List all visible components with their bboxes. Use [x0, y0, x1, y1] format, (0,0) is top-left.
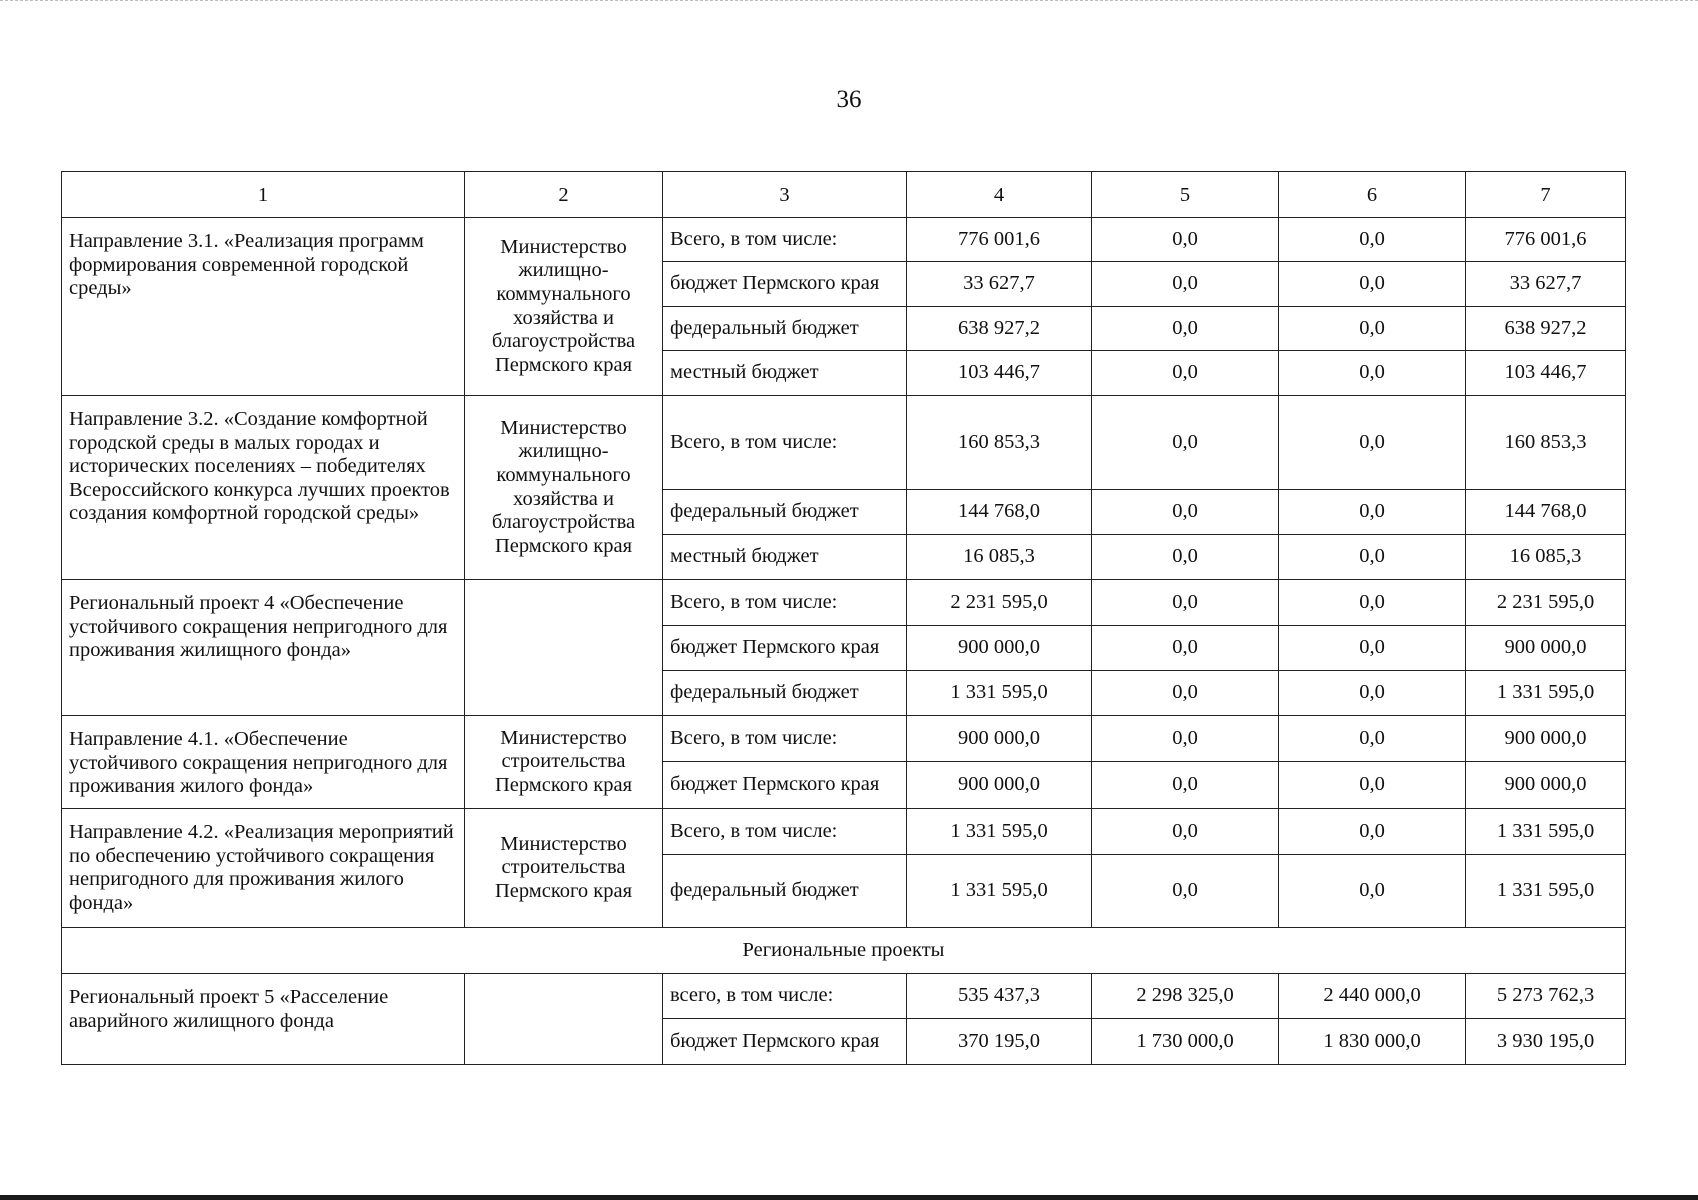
value-cell-col7: 16 085,3 [1466, 535, 1626, 580]
value-cell-col7: 1 331 595,0 [1466, 809, 1626, 855]
column-number-row [62, 172, 1626, 218]
value-cell-col4: 2 231 595,0 [907, 580, 1092, 626]
value-cell-col7: 776 001,6 [1466, 218, 1626, 262]
value-cell-col7: 900 000,0 [1466, 626, 1626, 671]
value-cell-col7: 900 000,0 [1466, 716, 1626, 762]
value-cell-col7: 144 768,0 [1466, 490, 1626, 535]
value-cell-col7: 1 331 595,0 [1466, 671, 1626, 716]
value-cell-col5: 0,0 [1092, 307, 1279, 351]
value-cell-col5: 0,0 [1092, 855, 1279, 928]
value-cell-col6: 0,0 [1279, 580, 1466, 626]
budget-table [61, 171, 1626, 1065]
funding-source-cell: федеральный бюджет [663, 490, 907, 535]
value-cell-col5: 0,0 [1092, 580, 1279, 626]
value-cell-col5: 0,0 [1092, 535, 1279, 580]
funding-source-cell: федеральный бюджет [663, 855, 907, 928]
funding-source-cell: федеральный бюджет [663, 671, 907, 716]
value-cell-col4: 370 195,0 [907, 1019, 1092, 1065]
executor-cell [465, 974, 663, 1065]
program-name-cell: Направление 4.2. «Реализация мероприятий по обеспечению устойчивого сокращения непригодного для проживания жилого фонда» [62, 809, 465, 928]
value-cell-col6: 0,0 [1279, 262, 1466, 307]
value-cell-col4: 535 437,3 [907, 974, 1092, 1019]
value-cell-col6: 0,0 [1279, 716, 1466, 762]
funding-source-cell: местный бюджет [663, 535, 907, 580]
value-cell-col4: 1 331 595,0 [907, 855, 1092, 928]
value-cell-col5: 0,0 [1092, 809, 1279, 855]
section-heading-row [62, 928, 1626, 974]
value-cell-col4: 776 001,6 [907, 218, 1092, 262]
value-cell-col5: 0,0 [1092, 396, 1279, 490]
value-cell-col4: 1 331 595,0 [907, 671, 1092, 716]
executor-cell [465, 580, 663, 716]
column-header-2: 2 [465, 172, 663, 218]
value-cell-col7: 103 446,7 [1466, 351, 1626, 396]
value-cell-col6: 0,0 [1279, 307, 1466, 351]
funding-source-cell: бюджет Пермского края [663, 626, 907, 671]
program-name-cell: Направление 4.1. «Обеспечение устойчивого сокращения непригодного для проживания жилого фонда» [62, 716, 465, 809]
value-cell-col5: 2 298 325,0 [1092, 974, 1279, 1019]
page-top-edge [0, 0, 1698, 1]
value-cell-col7: 1 331 595,0 [1466, 855, 1626, 928]
value-cell-col7: 33 627,7 [1466, 262, 1626, 307]
value-cell-col5: 0,0 [1092, 716, 1279, 762]
value-cell-col5: 0,0 [1092, 490, 1279, 535]
value-cell-col4: 900 000,0 [907, 716, 1092, 762]
executor-cell: Министерство жилищно-коммунального хозяйства и благоустройства Пермского края [465, 396, 663, 580]
value-cell-col5: 0,0 [1092, 762, 1279, 809]
value-cell-col7: 3 930 195,0 [1466, 1019, 1626, 1065]
table-row [62, 396, 1626, 490]
value-cell-col6: 0,0 [1279, 809, 1466, 855]
value-cell-col7: 160 853,3 [1466, 396, 1626, 490]
value-cell-col5: 1 730 000,0 [1092, 1019, 1279, 1065]
funding-source-cell: Всего, в том числе: [663, 716, 907, 762]
value-cell-col5: 0,0 [1092, 626, 1279, 671]
value-cell-col7: 2 231 595,0 [1466, 580, 1626, 626]
column-header-1: 1 [62, 172, 465, 218]
value-cell-col6: 0,0 [1279, 218, 1466, 262]
executor-cell: Министерство строительства Пермского края [465, 809, 663, 928]
section-heading: Региональные проекты [62, 928, 1626, 974]
value-cell-col4: 16 085,3 [907, 535, 1092, 580]
page-number: 36 [836, 86, 862, 113]
column-header-5: 5 [1092, 172, 1279, 218]
funding-source-cell: Всего, в том числе: [663, 218, 907, 262]
table-row [62, 809, 1626, 855]
funding-source-cell: бюджет Пермского края [663, 1019, 907, 1065]
value-cell-col6: 0,0 [1279, 490, 1466, 535]
value-cell-col6: 0,0 [1279, 855, 1466, 928]
executor-cell: Министерство строительства Пермского края [465, 716, 663, 809]
value-cell-col6: 2 440 000,0 [1279, 974, 1466, 1019]
funding-source-cell: всего, в том числе: [663, 974, 907, 1019]
value-cell-col4: 900 000,0 [907, 762, 1092, 809]
column-header-6: 6 [1279, 172, 1466, 218]
value-cell-col7: 5 273 762,3 [1466, 974, 1626, 1019]
funding-source-cell: федеральный бюджет [663, 307, 907, 351]
value-cell-col6: 0,0 [1279, 671, 1466, 716]
value-cell-col6: 0,0 [1279, 626, 1466, 671]
program-name-cell: Региональный проект 4 «Обеспечение устойчивого сокращения непригодного для проживания жилищного фонда» [62, 580, 465, 716]
value-cell-col4: 144 768,0 [907, 490, 1092, 535]
value-cell-col6: 0,0 [1279, 535, 1466, 580]
funding-source-cell: бюджет Пермского края [663, 762, 907, 809]
program-name-cell: Направление 3.1. «Реализация программ формирования современной городской среды» [62, 218, 465, 396]
table-row [62, 716, 1626, 762]
value-cell-col4: 103 446,7 [907, 351, 1092, 396]
value-cell-col6: 0,0 [1279, 396, 1466, 490]
value-cell-col4: 638 927,2 [907, 307, 1092, 351]
column-header-7: 7 [1466, 172, 1626, 218]
column-header-4: 4 [907, 172, 1092, 218]
value-cell-col6: 1 830 000,0 [1279, 1019, 1466, 1065]
value-cell-col4: 33 627,7 [907, 262, 1092, 307]
executor-cell: Министерство жилищно-коммунального хозяйства и благоустройства Пермского края [465, 218, 663, 396]
column-header-3: 3 [663, 172, 907, 218]
value-cell-col7: 900 000,0 [1466, 762, 1626, 809]
program-name-cell: Направление 3.2. «Создание комфортной городской среды в малых городах и исторических поселениях – победителях Всероссийского конкурса лучших проектов создания комфортной городской среды» [62, 396, 465, 580]
page-bottom-edge [0, 1195, 1698, 1200]
value-cell-col6: 0,0 [1279, 351, 1466, 396]
funding-source-cell: Всего, в том числе: [663, 396, 907, 490]
funding-source-cell: Всего, в том числе: [663, 580, 907, 626]
value-cell-col5: 0,0 [1092, 262, 1279, 307]
funding-source-cell: Всего, в том числе: [663, 809, 907, 855]
value-cell-col5: 0,0 [1092, 351, 1279, 396]
value-cell-col4: 900 000,0 [907, 626, 1092, 671]
funding-source-cell: бюджет Пермского края [663, 262, 907, 307]
value-cell-col5: 0,0 [1092, 671, 1279, 716]
program-name-cell: Региональный проект 5 «Расселение аварийного жилищного фонда [62, 974, 465, 1065]
value-cell-col6: 0,0 [1279, 762, 1466, 809]
table-row [62, 974, 1626, 1019]
table-row [62, 218, 1626, 262]
value-cell-col4: 1 331 595,0 [907, 809, 1092, 855]
value-cell-col5: 0,0 [1092, 218, 1279, 262]
budget-table-body [62, 172, 1626, 1065]
value-cell-col4: 160 853,3 [907, 396, 1092, 490]
value-cell-col7: 638 927,2 [1466, 307, 1626, 351]
funding-source-cell: местный бюджет [663, 351, 907, 396]
table-row [62, 580, 1626, 626]
